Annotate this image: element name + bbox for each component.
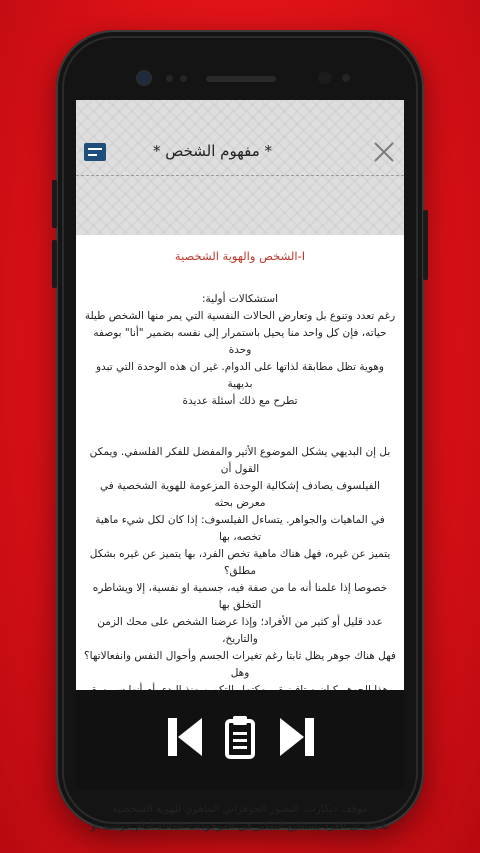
text-line: موقف ديكارت: التصور الجوهراني الماهوي للهوية الشخصية <box>112 803 368 815</box>
skip-next-icon[interactable] <box>274 714 318 760</box>
text-line: بل إن البديهي يشكل الموضوع الأثير والمفضل للفكر الفلسفي. ويمكن القول أن <box>89 446 391 475</box>
volume-down-button <box>52 240 57 288</box>
text-line: نلاحظ أن الفرد يستطيع التفكير في الموجودات الماثلة أمام حواسه أو <box>91 820 389 832</box>
earpiece-speaker <box>206 76 276 82</box>
app-header <box>76 100 404 235</box>
menu-icon[interactable] <box>84 143 106 161</box>
power-button <box>423 210 428 280</box>
proximity-sensor <box>166 75 173 82</box>
text-line: خصوصا إذا علمنا أنه ما من صفة فيه، جسمية او نفسية، إلا ويشاطره التخلق بها <box>92 582 388 611</box>
front-camera <box>138 72 150 84</box>
volume-up-button <box>52 180 57 228</box>
paragraph-3 <box>84 801 396 835</box>
light-sensor <box>180 75 187 82</box>
text-line: تطرح مع ذلك أسئلة عديدة <box>182 395 298 407</box>
section-title-1: استشكالات أولية: <box>202 293 278 305</box>
skip-prev-icon[interactable] <box>164 714 208 760</box>
text-line: الفيلسوف يصادف إشكالية الوحدة المزعومة للهوية الشخصية في معرض بحثه <box>99 480 380 509</box>
iris-scanner <box>318 72 332 84</box>
bottom-nav-bar <box>76 690 404 790</box>
text-line: يتميز عن غيره، فهل هناك ماهية تخص الفرد، بها يتميز عن غيره بشكل مطلق؟ <box>89 548 391 577</box>
text-line: في الماهيات والجواهر. يتساءل الفيلسوف: إذا كان لكل شيء ماهية تخصه، بها <box>95 514 385 543</box>
clipboard-list-icon[interactable] <box>218 714 262 760</box>
page-title: * مفهوم الشخص * <box>152 142 272 160</box>
text-line: فهل هناك جوهر يظل ثابتا رغم تغيرات الجسم وأحوال النفس وانفعالاتها؟ وهل <box>84 650 396 679</box>
header-divider <box>76 175 404 176</box>
app-screen <box>76 100 404 832</box>
article-heading: I-الشخص والهوية الشخصية <box>174 249 306 263</box>
text-line: حياته، فإن كل واحد منا يحيل باستمرار إلى نفسه بضمير "أنا" بوصفه وحدة <box>93 327 387 356</box>
paragraph-1 <box>84 308 396 410</box>
text-line: وهوية تظل مطابقة لذاتها على الدوام. غير ان هذه الوحدة التي تبدو بديهية <box>95 361 384 390</box>
phone-frame <box>56 30 424 830</box>
close-icon[interactable] <box>372 140 396 164</box>
text-line: عدد قليل أو كثير من الأفراد؛ وإذا عرضنا الشخص على محك الزمن والتاريخ، <box>97 616 383 645</box>
iris-led <box>342 74 350 82</box>
text-line: رغم تعدد وتنوع بل وتعارض الحالات النفسية التي يمر منها الشخص طيلة <box>84 310 396 322</box>
